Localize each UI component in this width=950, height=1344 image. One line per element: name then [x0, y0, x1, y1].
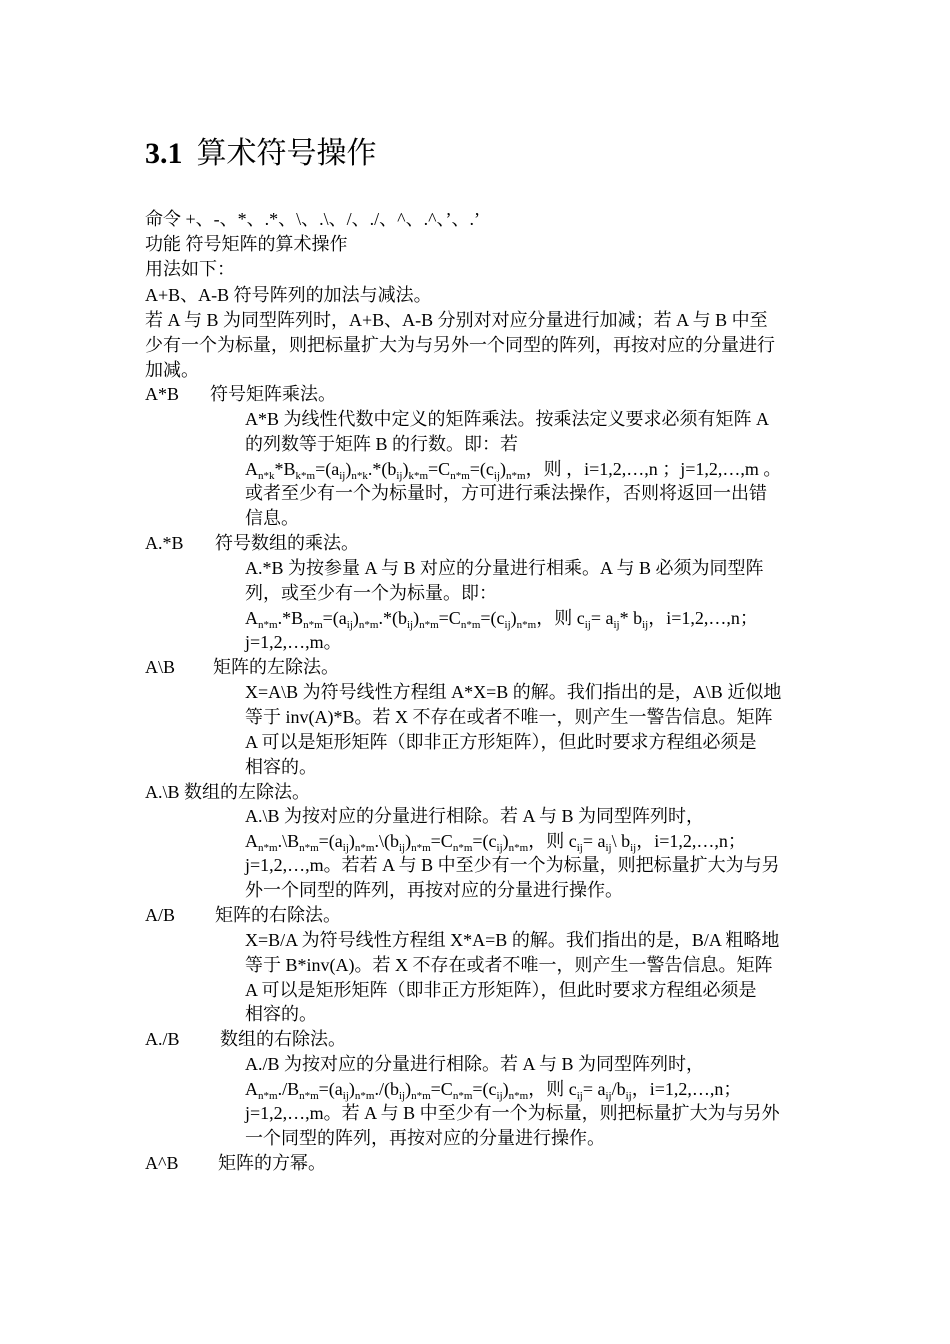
- mul-desc-1: A*B 为线性代数中定义的矩阵乘法。按乘法定义要求必须有矩阵 A: [245, 409, 770, 429]
- erdiv-desc-3: j=1,2,…,m。若 A 与 B 中至少有一个为标量，则把标量扩大为与另外: [245, 1103, 780, 1123]
- rdiv-desc-2: 等于 B*inv(A)。若 X 不存在或者不唯一，则产生一警告信息。矩阵: [245, 955, 773, 975]
- rdiv-name: 矩阵的右除法。: [215, 905, 341, 925]
- rdiv-desc-4: 相容的。: [245, 1004, 317, 1024]
- mul-name: 符号矩阵乘法。: [210, 384, 336, 404]
- eldiv-formula: $A_{n*m}.\backslash B_{n*m}=(a_{ij})_{n*m}.\backslash(b_{ij})_{n*m}=C_{n*m}=(c_{ij})_{n*m}$，则 $c_{ij}=$ $a_{ij}\backslash$ $b_{ij}$，i=1,2,…,n；: [245, 831, 746, 854]
- emul-desc-1: A.*B 为按参量 A 与 B 对应的分量进行相乘。A 与 B 必须为同型阵: [245, 558, 764, 578]
- erdiv-operator: A./B: [145, 1029, 180, 1049]
- mul-desc-2: 的列数等于矩阵 B 的行数。即：若: [245, 434, 519, 454]
- emul-name: 符号数组的乘法。: [215, 533, 359, 553]
- emul-desc-2: 列，或至少有一个为标量。即：: [245, 583, 497, 603]
- rdiv-desc-3: A 可以是矩形矩阵（即非正方形矩阵），但此时要求方程组必须是: [245, 980, 757, 1000]
- rdiv-operator: A/B: [145, 905, 176, 925]
- mul-operator: A*B: [145, 384, 180, 404]
- section-number: 3.1: [145, 137, 183, 170]
- add-desc-1: 若 A 与 B 为同型阵列时，A+B、A-B 分别对对应分量进行加减；若 A 与 B 中至: [145, 310, 768, 330]
- pow-name: 矩阵的方幂。: [218, 1153, 326, 1173]
- function-line: 功能 符号矩阵的算术操作: [145, 234, 348, 254]
- eldiv-heading: A.\B 数组的左除法。: [145, 782, 311, 802]
- ldiv-desc-4: 相容的。: [245, 757, 317, 777]
- emul-formula: $A_{n*m}.*B_{n*m}=(a_{ij})_{n*m}.*(b_{ij})_{n*m}=C_{n*m}=(c_{ij})_{n*m}$，则 $c_{ij}= a_{ij}*$ $b_{ij}$，i=1,2,…,n；: [245, 608, 758, 631]
- mul-formula: $A_{n*k}*B_{k*m}=(a_{ij})_{n*k}.*(b_{ij})_{k*m}=C_{n*m}=(c_{ij})_{n*m}$，则 ，i=1,2,…,n ；j=1,2,…,m 。: [245, 459, 782, 482]
- section-heading-text: 算术符号操作: [196, 137, 377, 170]
- erdiv-name: 数组的右除法。: [220, 1029, 346, 1049]
- ldiv-name: 矩阵的左除法。: [213, 657, 339, 677]
- ldiv-desc-1: X=A\B 为符号线性方程组 A*X=B 的解。我们指出的是，A\B 近似地: [245, 682, 782, 702]
- pow-operator: A^B: [145, 1153, 179, 1173]
- eldiv-desc-1: A.\B 为按对应的分量进行相除。若 A 与 B 为同型阵列时，: [245, 806, 705, 826]
- add-desc-3: 加减。: [145, 360, 199, 380]
- eldiv-desc-4: 外一个同型的阵列，再按对应的分量进行操作。: [245, 880, 623, 900]
- rdiv-desc-1: X=B/A 为符号线性方程组 X*A=B 的解。我们指出的是，B/A 粗略地: [245, 930, 780, 950]
- command-line: 命令 +、-、*、.*、\、.\、/、./、^、.^、’、.’: [145, 209, 481, 229]
- mul-desc-4: 或者至少有一个为标量时，方可进行乘法操作，否则将返回一出错: [245, 483, 767, 503]
- add-desc-2: 少有一个为标量，则把标量扩大为与另外一个同型的阵列，再按对应的分量进行: [145, 335, 775, 355]
- add-heading: A+B、A-B 符号阵列的加法与减法。: [145, 285, 432, 305]
- ldiv-operator: A\B: [145, 657, 176, 677]
- ldiv-desc-2: 等于 inv(A)*B。若 X 不存在或者不唯一，则产生一警告信息。矩阵: [245, 707, 773, 727]
- mul-desc-5: 信息。: [245, 508, 299, 528]
- eldiv-desc-3: j=1,2,…,m。若若 A 与 B 中至少有一个为标量，则把标量扩大为与另: [245, 855, 780, 875]
- emul-operator: A.*B: [145, 533, 184, 553]
- erdiv-desc-1: A./B 为按对应的分量进行相除。若 A 与 B 为同型阵列时，: [245, 1054, 705, 1074]
- erdiv-formula: $A_{n*m}./B_{n*m}=(a_{ij})_{n*m}./(b_{ij})_{n*m}=C_{n*m}=(c_{ij})_{n*m}$，则 $c_{ij}= a_{ij}/b_{ij}$，i=1,2,…,n；: [245, 1079, 742, 1102]
- usage-line: 用法如下：: [145, 259, 235, 279]
- emul-desc-4: j=1,2,…,m。: [245, 632, 342, 652]
- ldiv-desc-3: A 可以是矩形矩阵（即非正方形矩阵），但此时要求方程组必须是: [245, 732, 757, 752]
- section-title: [145, 128, 377, 172]
- erdiv-desc-4: 一个同型的阵列，再按对应的分量进行操作。: [245, 1128, 605, 1148]
